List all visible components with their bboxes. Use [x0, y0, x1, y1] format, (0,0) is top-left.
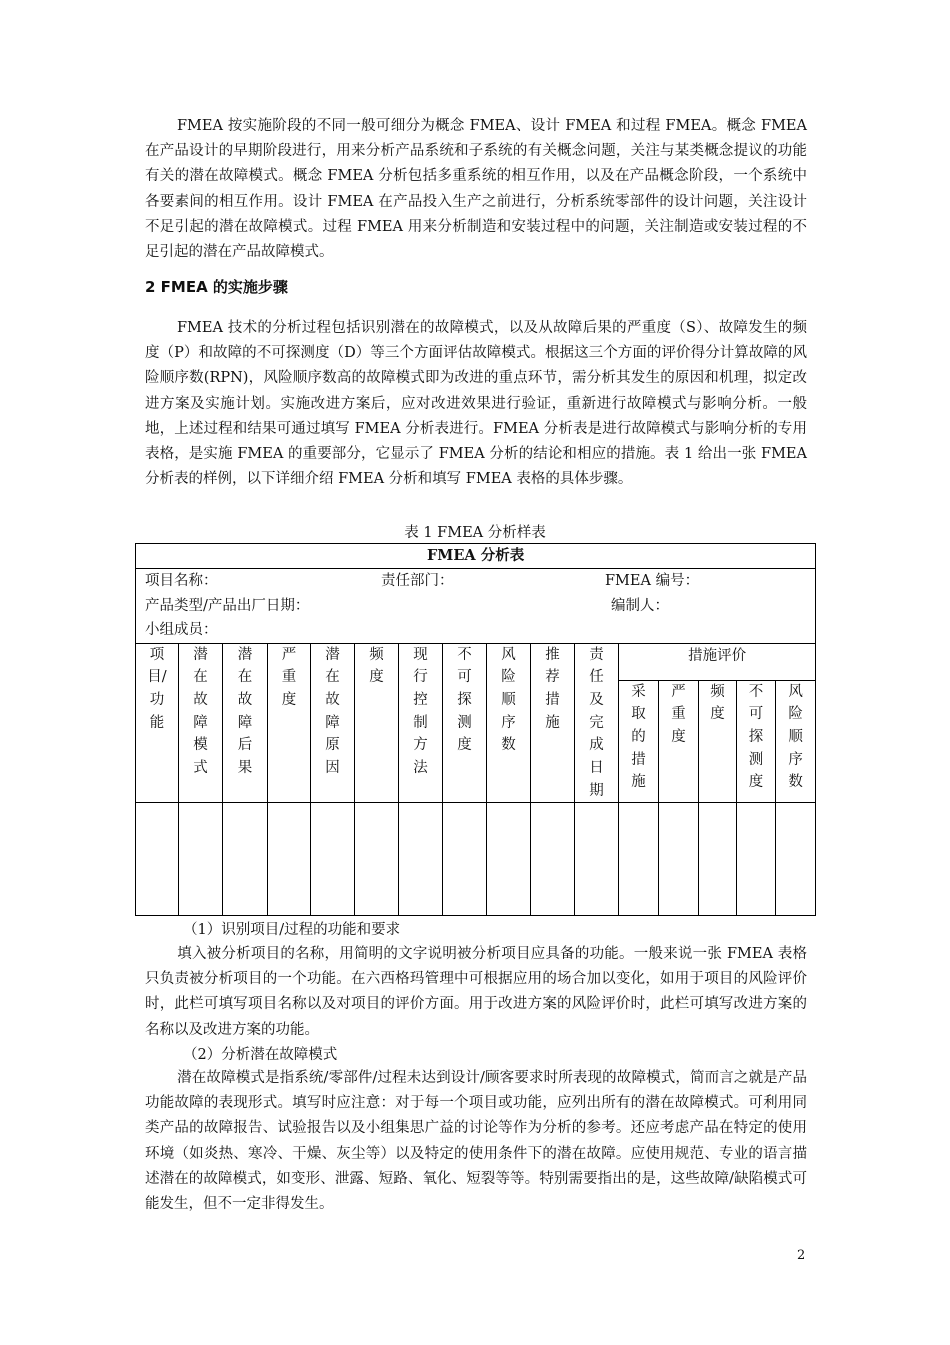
col-current-controls: 现 行 控 制 方 法 [399, 643, 443, 803]
col-failure-effect: 潜 在 故 障 后 果 [223, 643, 268, 803]
step2-title: （2）分析潜在故障模式 [183, 1047, 338, 1063]
col-recommended-actions: 推 荐 措 施 [531, 643, 575, 803]
editor-label: 编制人： [611, 597, 669, 614]
dept-label: 责任部门： [381, 573, 454, 589]
intro-paragraph: FMEA 按实施阶段的不同一般可细分为概念 FMEA、设计 FMEA 和过程 FMEA。概念 FMEA 在产品设计的早期阶段进行，用来分析产品系统和子系统的有关概念问题，关注与某类概念提议的功能有关的潜在故障模式。概念 FMEA 分析包括多重系统的相互作用，以及在产品概念阶段，一个系统中各要素间的相互作用。设计 FMEA 在产品投入生产之前进行，分析系统零部件的设计问题，关注设计不足引起的潜在故障模式。过程 FMEA 用来分析制造和安装过程中的问题，关注制造或安装过程的不足引起的潜在产品故障模式。 [145, 118, 807, 261]
section2-paragraph: FMEA 技术的分析过程包括识别潜在的故障模式，以及从故障后果的严重度（S）、故障发生的频度（P）和故障的不可探测度（D）等三个方面评估故障模式。根据这三个方面的评价得分计算故障的风险顺序数(RPN)，风险顺序数高的故障模式即为改进的重点环节，需分析其发生的原因和机理，拟定改进方案及实施计划。实施改进方案后，应对改进效果进行验证，重新进行故障模式与影响分析。一般地，上述过程和结果可通过填写 FMEA 分析表进行。FMEA 分析表是进行故障模式与影响分析的专用表格，是实施 FMEA 的重要部分，它显示了 FMEA 分析的结论和相应的措施。表 1 给出一张 FMEA 分析表的样例，以下详细介绍 FMEA 分析和填写 FMEA 表格的具体步骤。 [145, 320, 807, 488]
col-detection: 不 可 探 测 度 [443, 643, 487, 803]
col-eval-rpn: 风 险 顺 序 数 [776, 680, 816, 803]
col-occurrence: 频 度 [355, 643, 399, 803]
col-failure-cause: 潜 在 故 障 原 因 [311, 643, 355, 803]
project-name-label: 项目名称： [145, 573, 218, 589]
col-actions-taken: 采 取 的 措 施 [619, 680, 659, 803]
table-caption: 表 1 FMEA 分析样表 [404, 525, 546, 541]
col-responsibility-date: 责 任 及 完 成 日 期 [575, 643, 619, 803]
col-item-function: 项 目/ 功 能 [136, 643, 179, 803]
column-header-row [136, 643, 816, 680]
col-action-evaluation: 措施评价 [619, 643, 816, 680]
table-info-row-2 [136, 594, 816, 619]
product-type-label: 产品类型/产品出厂日期： [145, 597, 310, 614]
table-row [136, 803, 816, 916]
step2-paragraph: 潜在故障模式是指系统/零部件/过程未达到设计/顾客要求时所表现的故障模式，简而言之就是产品功能故障的表现形式。填写时应注意：对于每一个项目或功能，应列出所有的潜在故障模式。可利用同类产品的故障报告、试验报告以及小组集思广益的讨论等作为分析的参考。还应考虑产品在特定的使用环境（如炎热、寒冷、干燥、灰尘等）以及特定的使用条件下的潜在故障。应使用规范、专业的语言描述潜在的故障模式，如变形、泄露、短路、氧化、短裂等等。特别需要指出的是，这些故障/缺陷模式可能发生，但不一定非得发生。 [145, 1070, 807, 1213]
fmea-table [135, 543, 816, 916]
col-rpn: 风 险 顺 序 数 [487, 643, 531, 803]
team-label: 小组成员： [136, 618, 816, 643]
table-info-row-1 [136, 569, 816, 594]
col-eval-detection: 不 可 探 测 度 [737, 680, 776, 803]
col-eval-severity: 严 重 度 [659, 680, 699, 803]
table-title: FMEA 分析表 [136, 544, 816, 569]
col-severity: 严 重 度 [268, 643, 311, 803]
col-failure-mode: 潜 在 故 障 模 式 [179, 643, 223, 803]
col-eval-occurrence: 频 度 [699, 680, 737, 803]
fmea-no-label: FMEA 编号： [605, 573, 700, 589]
step1-title: （1）识别项目/过程的功能和要求 [183, 922, 401, 938]
step1-paragraph: 填入被分析项目的名称，用简明的文字说明被分析项目应具备的功能。一般来说一张 FMEA 表格只负责被分析项目的一个功能。在六西格玛管理中可根据应用的场合加以变化，如用于项目的风险评价时，此栏可填写项目名称以及对项目的评价方面。用于改进方案的风险评价时，此栏可填写改进方案的名称以及改进方案的功能。 [145, 946, 807, 1038]
section-heading: 2 FMEA 的实施步骤 [145, 278, 288, 296]
page-number: 2 [797, 1248, 806, 1263]
